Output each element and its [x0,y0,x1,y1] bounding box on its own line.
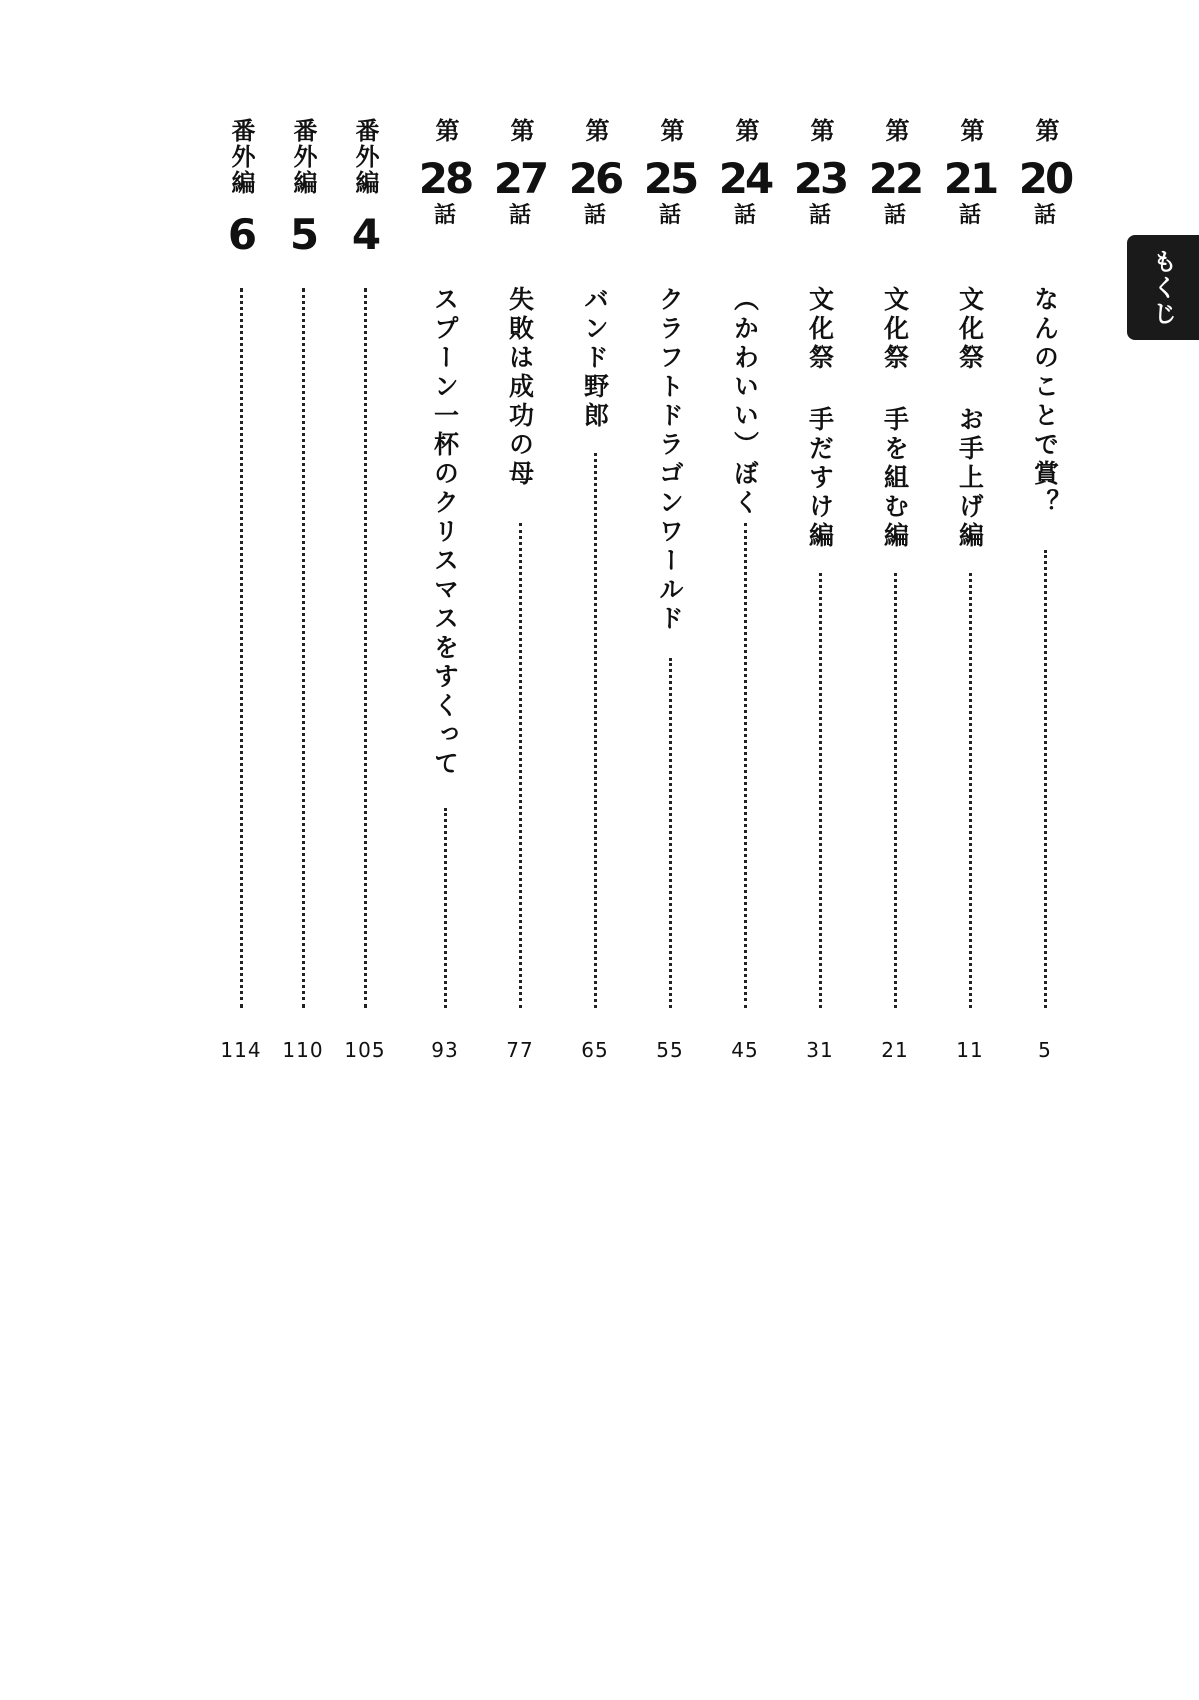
chapter-suffix: 話 [808,203,831,228]
chapter-title: 文化祭 手を組む編 [880,286,910,551]
chapter-suffix: 話 [583,203,606,228]
chapter-prefix: 第 [581,118,609,144]
chapter-suffix: 話 [883,203,906,228]
dot-leader [302,288,305,1008]
chapter-suffix: 話 [658,203,681,228]
dot-leader [594,453,597,1008]
contents-side-tab[interactable] [1127,235,1199,340]
chapter-title: 失敗は成功の母 [505,286,535,489]
chapter-title: クラフトドラゴンワールド [655,286,685,634]
extra-label: 番外編 [227,118,255,196]
chapter-suffix: 話 [508,203,531,228]
page-number: 77 [506,1038,534,1062]
chapter-prefix: 第 [656,118,684,144]
chapter-number: 25 [643,154,697,203]
chapter-number: 22 [868,154,922,203]
chapter-title: スプーン一杯のクリスマスをすくって [430,286,460,779]
dot-leader [744,523,747,1008]
page-number: 110 [282,1038,324,1062]
toc-entry-chapter-22[interactable] [860,118,930,1078]
chapter-prefix: 第 [1031,118,1059,144]
chapter-suffix: 話 [1033,203,1056,228]
chapter-number: 23 [793,154,847,203]
page-number: 21 [881,1038,909,1062]
chapter-prefix: 第 [506,118,534,144]
chapter-title: 文化祭 お手上げ編 [955,286,985,551]
dot-leader [444,808,447,1008]
toc-entry-chapter-20[interactable] [1010,118,1080,1078]
page-number: 105 [344,1038,386,1062]
chapter-number: 27 [493,154,547,203]
dot-leader [669,658,672,1008]
page-number: 65 [581,1038,609,1062]
dot-leader [819,573,822,1008]
chapter-number: 26 [568,154,622,203]
chapter-prefix: 第 [431,118,459,144]
dot-leader [894,573,897,1008]
toc-entry-extra-6[interactable] [206,118,276,1078]
page-number: 114 [220,1038,262,1062]
dot-leader [1044,550,1047,1008]
page-number: 45 [731,1038,759,1062]
extra-label: 番外編 [351,118,379,196]
chapter-prefix: 第 [881,118,909,144]
toc-entry-chapter-26[interactable] [560,118,630,1078]
toc-entry-chapter-28[interactable] [410,118,480,1078]
page-number: 55 [656,1038,684,1062]
chapter-suffix: 話 [958,203,981,228]
chapter-title: なんのことで賞？ [1030,286,1060,518]
toc-entry-chapter-24[interactable] [710,118,780,1078]
page-number: 5 [1038,1038,1052,1062]
toc-entry-chapter-23[interactable] [785,118,855,1078]
chapter-number: 24 [718,154,772,203]
chapter-title: （かわいい）ぼく [730,286,760,518]
toc-entry-extra-4[interactable] [330,118,400,1078]
page-number: 11 [956,1038,984,1062]
extra-label: 番外編 [289,118,317,196]
dot-leader [364,288,367,1008]
extra-number: 4 [351,210,379,259]
chapter-prefix: 第 [956,118,984,144]
chapter-suffix: 話 [733,203,756,228]
chapter-number: 20 [1018,154,1072,203]
chapter-prefix: 第 [731,118,759,144]
toc-entry-chapter-25[interactable] [635,118,705,1078]
chapter-number: 28 [418,154,472,203]
page-number: 31 [806,1038,834,1062]
chapter-prefix: 第 [806,118,834,144]
extra-number: 6 [227,210,255,259]
chapter-number: 21 [943,154,997,203]
page-number: 93 [431,1038,459,1062]
toc-entry-chapter-21[interactable] [935,118,1005,1078]
contents-side-tab-label: もくじ [1148,248,1177,327]
chapter-suffix: 話 [433,203,456,228]
dot-leader [240,288,243,1008]
chapter-title: バンド野郎 [580,286,610,431]
chapter-title: 文化祭 手だすけ編 [805,286,835,551]
dot-leader [519,523,522,1008]
dot-leader [969,573,972,1008]
toc-entry-extra-5[interactable] [268,118,338,1078]
extra-number: 5 [289,210,317,259]
toc-entry-chapter-27[interactable] [485,118,555,1078]
